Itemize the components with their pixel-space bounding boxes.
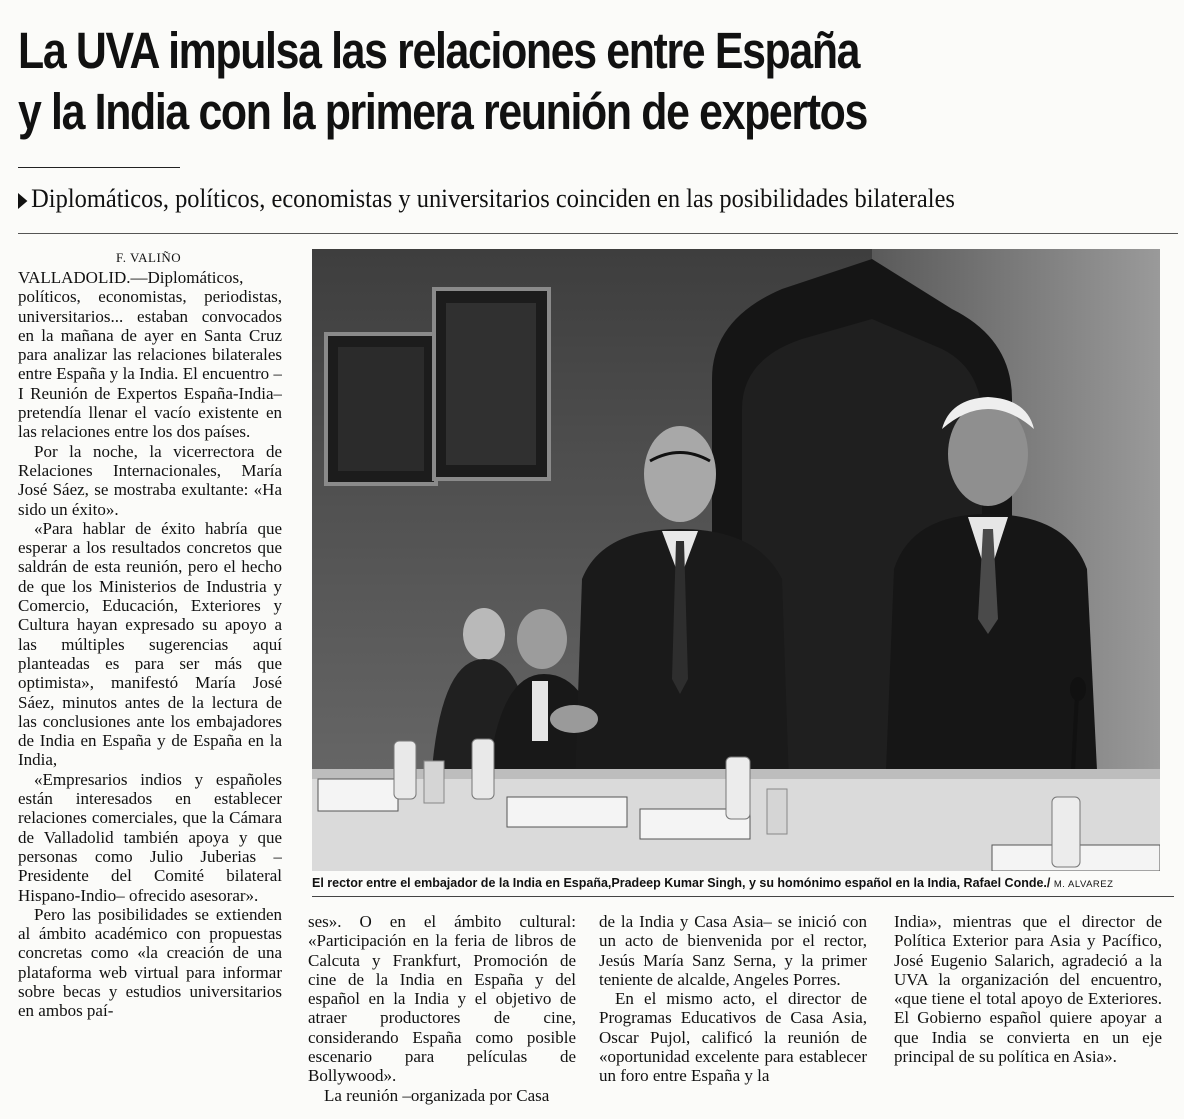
paragraph: ses». O en el ámbito cultural: «Participación en la feria de libros de Calcuta y Frankfurt, Promoción de cine de la India en España y del español en la India y el objetivo de atraer productores de cine, considerando España como posible escenario para películas de Bollywood». [308,912,576,1086]
paragraph: Por la noche, la vicerrectora de Relaciones Internacionales, María José Sáez, se mostraba exultante: «Ha sido un éxito». [18,441,282,519]
paragraph: de la India y Casa Asia– se inició con un acto de bienvenida por el rector, Jesús María Sanz Serna, y la primer teniente de alcalde, Angeles Porres. [599,912,867,989]
triangle-marker-icon [18,193,27,209]
subheadline [18,182,1108,216]
photo-illustration [312,249,1160,871]
news-photo [312,249,1160,871]
caption-text: El rector entre el embajador de la India en España,Pradeep Kumar Singh, y su homónimo español en la India, Rafael Conde./ [312,876,1051,890]
painting-right [434,289,549,479]
article-column-4 [894,912,1162,1117]
paragraph: India», mientras que el director de Política Exterior para Asia y Pacífico, José Eugenio Salarich, agradeció a la UVA la organización del encuentro, «que tiene el total apoyo de Exteriores. El Gobierno español quiere apoyar a que India se convierta en un eje principal de su política en Asia». [894,912,1162,1067]
article-column-2 [308,912,576,1117]
headline-line-2: y la India con la primera reunión de expertos [18,83,867,140]
headline-rule [18,167,180,168]
article-column-left [18,268,282,1118]
headline-line-1: La UVA impulsa las relaciones entre España [18,22,860,79]
paragraph: Pero las posibilidades se extienden al ámbito académico con propuestas concretas como «la creación de una plataforma web virtual para informar sobre becas y estudios universitarios en ambos paí- [18,904,282,1021]
subheadline-text: Diplomáticos, políticos, economistas y universitarios coinciden en las posibilidades bilaterales [31,184,955,213]
paragraph: «Empresarios indios y españoles están interesados en establecer relaciones comerciales, que la Cámara de Valladolid también apoya y que personas como Julio Juberias –Presidente del Comité bilateral Hispano-Indio– ofrecido asesorar». [18,769,282,905]
paragraph: La reunión –organizada por Casa [324,1085,550,1105]
photo-caption [312,876,1172,890]
article-column-3 [599,912,867,1117]
caption-rule [312,896,1174,897]
painting-left [326,334,436,484]
photo-credit: M. ALVAREZ [1053,879,1114,890]
paragraph: En el mismo acto, el director de Programas Educativos de Casa Asia, Oscar Pujol, calificó la reunión de «oportunidad excelente para establecer un foro entre España y la [599,989,867,1086]
paragraph: «Para hablar de éxito habría que esperar a los resultados concretos que saldrán de esta reunión, pero el hecho de que los Ministerios de Industria y Comercio, Educación, Exteriores y Cultura hayan expresado su apoyo a las múltiples sugerencias aquí planteadas es para ser más que optimista», manifestó María José Sáez, minutos antes de la lectura de las conclusiones ante los embajadores de India en España y de España en la India, [18,518,282,770]
paragraph: VALLADOLID.—Diplomáticos, políticos, economistas, periodistas, universitarios... estaban convocados en la mañana de ayer en Santa Cruz para analizar las relaciones bilaterales entre España y la India. El encuentro –I Reunión de Expertos España-India– pretendía llenar el vacío existente en las relaciones entre los dos países. [18,268,282,442]
section-rule [18,233,1178,234]
headline [18,20,992,142]
byline: F. VALIÑO [116,250,182,265]
